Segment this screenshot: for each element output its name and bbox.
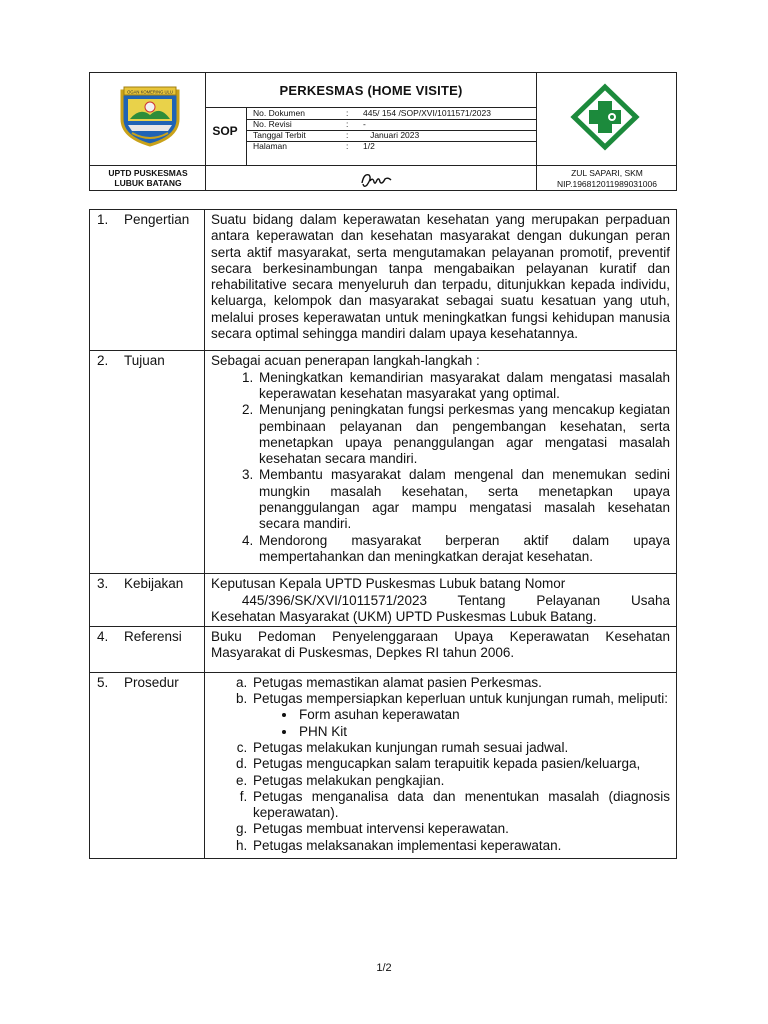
section-label: Tujuan xyxy=(124,353,165,369)
kebijakan-line: 445/396/SK/XVI/1011571/2023 Tentang Pelayanan Usaha xyxy=(211,592,670,608)
kebijakan-line: Keputusan Kepala UPTD Puskesmas Lubuk batang Nomor xyxy=(211,576,566,592)
puskesmas-logo xyxy=(566,81,644,153)
meta-value: 445/ 154 /SOP/XVI/1011571/2023 xyxy=(363,108,491,118)
meta-value: Januari 2023 xyxy=(363,130,420,140)
signer-block xyxy=(536,168,678,190)
meta-label: No. Dokumen xyxy=(253,108,305,118)
meta-colon: : xyxy=(346,108,349,118)
bullet-item: • PHN Kit xyxy=(297,724,670,740)
meta-colon: : xyxy=(346,130,349,140)
meta-label: Tanggal Terbit xyxy=(253,130,306,140)
referensi-text: Buku Pedoman Penyelenggaraan Upaya Keperawatan Kesehatan Masyarakat di Puskesmas, Depkes RI tahun 2006. xyxy=(205,627,677,673)
page-number: 1/2 xyxy=(376,962,392,974)
section-number: 3. xyxy=(97,576,109,592)
meta-colon: : xyxy=(346,141,349,151)
row-referensi xyxy=(90,627,677,673)
meta-value: 1/2 xyxy=(363,141,375,151)
emblem-banner-text: OGAN KOMERING ULU xyxy=(127,89,173,95)
list-item: 4. Mendorong masyarakat berperan aktif dalam upaya mempertahankan dan meningkatkan derajat kesehatan. xyxy=(257,533,670,566)
section-label: Pengertian xyxy=(124,212,190,227)
bullet-list xyxy=(253,707,670,740)
prosedur-cell xyxy=(205,672,677,858)
row-prosedur xyxy=(90,672,677,858)
sop-label: SOP xyxy=(212,124,238,138)
regency-emblem-logo xyxy=(116,85,184,147)
label-cell xyxy=(90,574,205,627)
signature-image xyxy=(358,169,394,191)
org-line-2: LUBUK BATANG xyxy=(114,178,182,188)
list-item: a. Petugas memastikan alamat pasien Perkesmas. xyxy=(251,675,670,691)
tujuan-intro: Sebagai acuan penerapan langkah-langkah : xyxy=(211,353,480,369)
row-pengertian xyxy=(90,210,677,351)
label-cell xyxy=(90,627,205,673)
list-item: 3. Membantu masyarakat dalam mengenal dan menemukan sedini mungkin masalah kesehatan, serta menetapkan upaya penanggulangan agar mampu mengatasi masalah kesehatan secara mandiri. xyxy=(257,467,670,532)
list-item: d. Petugas mengucapkan salam terapuitik kepada pasien/keluarga, xyxy=(251,756,670,772)
bullet-item: • Form asuhan keperawatan xyxy=(297,707,670,723)
meta-label: No. Revisi xyxy=(253,119,292,129)
prosedur-list xyxy=(211,675,670,854)
meta-colon: : xyxy=(346,119,349,129)
document-title: PERKESMAS (HOME VISITE) xyxy=(279,83,463,98)
label-cell xyxy=(90,210,205,351)
row-kebijakan xyxy=(90,574,677,627)
kebijakan-line: Kesehatan Masyarakat (UKM) UPTD Puskesmas Lubuk Batang. xyxy=(211,608,597,624)
section-label: Referensi xyxy=(124,629,182,645)
list-item: 2. Menunjang peningkatan fungsi perkesmas yang mencakup kegiatan pembinaan pelayanan dan pengembangan kesehatan, serta menetapkan upaya penanggulangan agar mengatasi masalah kesehatan secara mandiri. xyxy=(257,402,670,467)
list-item-text: Petugas mempersiapkan keperluan untuk kunjungan rumah, meliputi: xyxy=(253,691,668,707)
kebijakan-cell xyxy=(205,574,677,627)
list-item: e. Petugas melakukan pengkajian. xyxy=(251,773,670,789)
org-line-1: UPTD PUSKESMAS xyxy=(108,168,188,178)
list-item: g. Petugas membuat intervensi keperawatan. xyxy=(251,821,670,837)
section-label: Prosedur xyxy=(124,674,179,690)
list-item: 1. Meningkatkan kemandirian masyarakat dalam mengatasi masalah keperawatan kesehatan masyarakat yang optimal. xyxy=(257,370,670,403)
tujuan-list xyxy=(211,370,670,566)
section-number: 1. xyxy=(97,212,109,227)
row-tujuan xyxy=(90,351,677,574)
list-item: c. Petugas melakukan kunjungan rumah sesuai jadwal. xyxy=(251,740,670,756)
list-item: h. Petugas melaksanakan implementasi keperawatan. xyxy=(251,838,670,854)
label-cell xyxy=(90,351,205,574)
section-label: Kebijakan xyxy=(124,576,184,592)
meta-label: Halaman xyxy=(253,141,288,151)
signer-name: ZUL SAPARI, SKM xyxy=(571,168,643,178)
org-name xyxy=(90,168,206,188)
meta-value: - xyxy=(363,119,366,129)
sop-content-table xyxy=(89,209,677,859)
document-header xyxy=(89,72,677,191)
list-item xyxy=(251,691,670,740)
label-cell xyxy=(90,672,205,858)
tujuan-cell xyxy=(205,351,677,574)
signer-nip: NIP.196812011989031006 xyxy=(557,179,657,189)
pengertian-text: Suatu bidang dalam keperawatan kesehatan yang merupakan perpaduan antara keperawatan dan kesehatan masyarakat dengan dukungan peran serta aktif masyarakat, serta mengutamakan pelayanan promotif, preventif secara berkesinambungan tanpa mengabaikan pelayanan kuratif dan rehabilitative secara menyeluruh dan terpadu, ditunjukkan kepada individu, keluarga, kelompok dan masyarakat sebagai suatu kesatuan yang utuh, melalui proses keperawatan untuk meningkatkan fungsi kehidupan manusia secara optimal sehingga mandiri dalam upaya kesehatannya. xyxy=(205,210,677,351)
list-item: f. Petugas menganalisa data dan menentukan masalah (diagnosis keperawatan). xyxy=(251,789,670,822)
section-number: 2. xyxy=(97,353,109,369)
section-number: 5. xyxy=(97,674,109,690)
section-number: 4. xyxy=(97,629,109,645)
